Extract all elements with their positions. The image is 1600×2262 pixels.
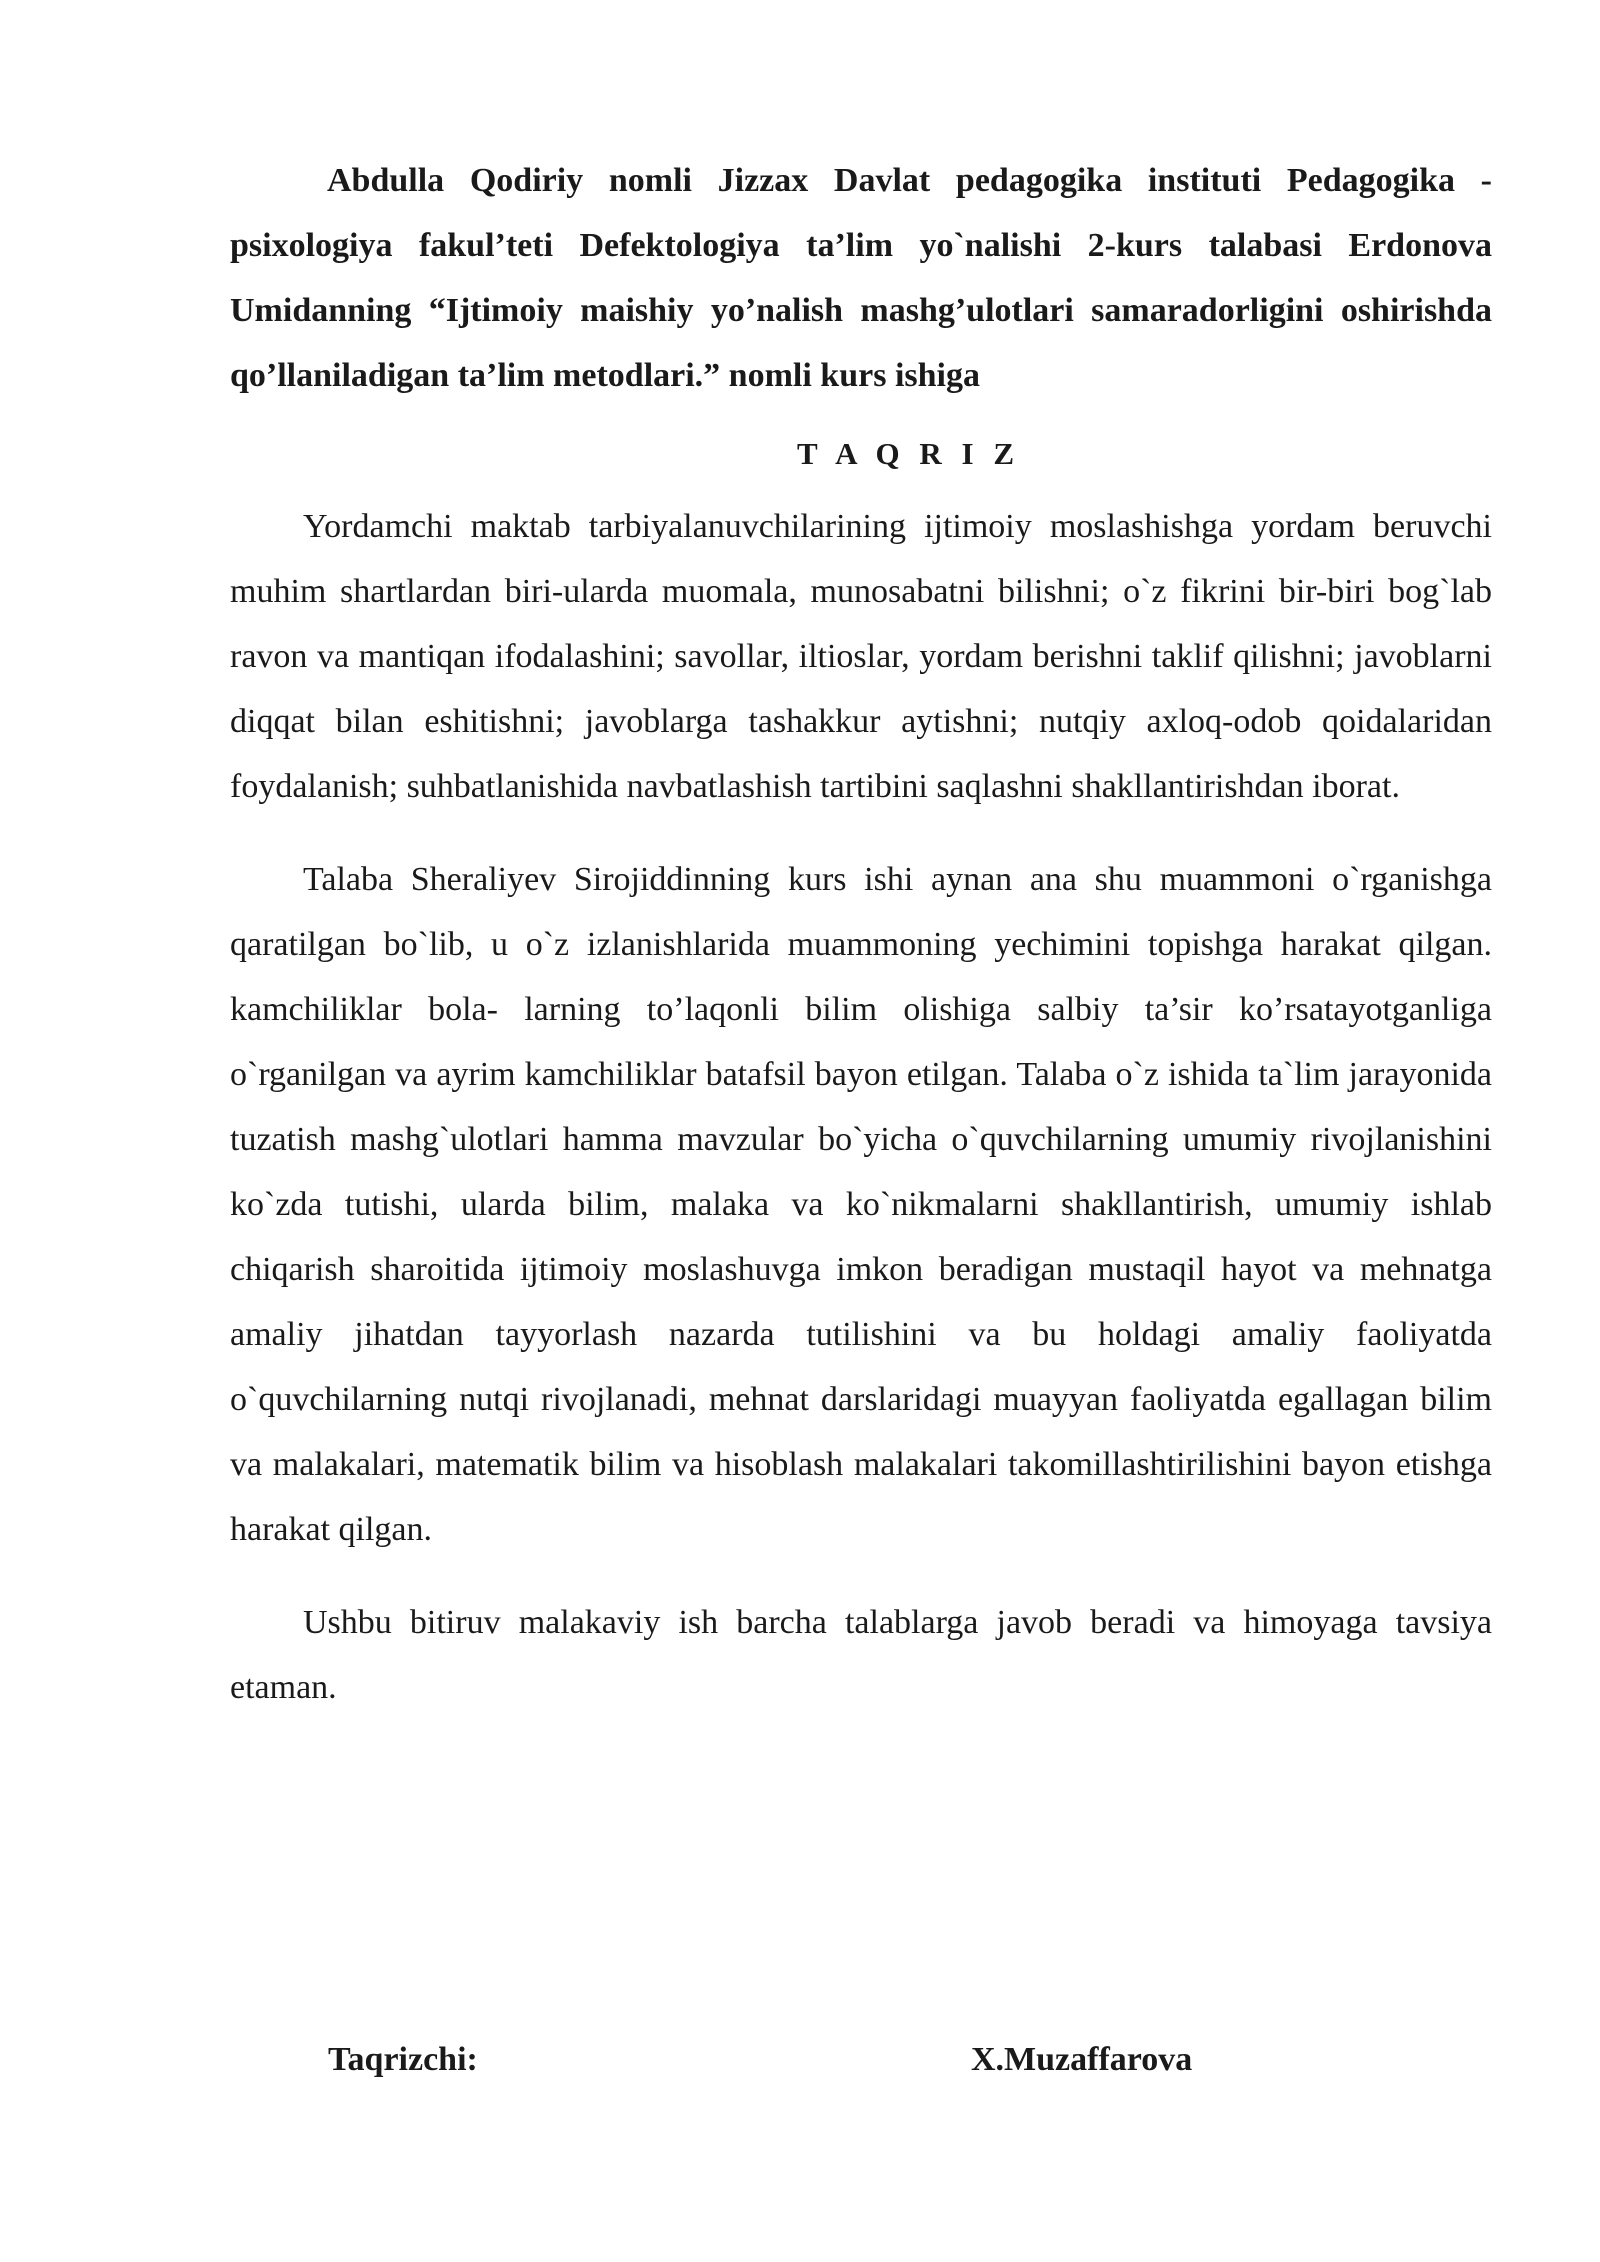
- review-paragraph-3: Ushbu bitiruv malakaviy ish barcha talablarga javob beradi va himoyaga tavsiya etaman.: [230, 1604, 1492, 1706]
- document-title: T A Q R I Z: [796, 436, 1021, 471]
- reviewer-name: X.Muzaffarova: [971, 2041, 1193, 2078]
- signature-block: [0, 2035, 1600, 2085]
- reviewer-label: Taqrizchi:: [328, 2041, 478, 2078]
- review-paragraph-1: Yordamchi maktab tarbiyalanuvchilarining ijtimoiy moslashishga yordam beruvchi muhim shartlardan biri-ularda muomala, munosabatni bilishni; o`z fikrini bir-biri bog`lab ravon va mantiqan ifodalashini; savollar, iltioslar, yordam berishni taklif qilishni; javoblarni diqqat bilan eshitishni; javoblarga tashakkur aytishni; nutqiy axloq-odob qoidalaridan foydalanish; suhbatlanishida navbatlashish tartibini saqlashni shakllantirishdan iborat.: [230, 508, 1492, 805]
- document-header: Abdulla Qodiriy nomli Jizzax Davlat pedagogika instituti Pedagogika - psixologiya fakul’teti Defektologiya ta’lim yo`nalishi 2-kurs talabasi Erdonova Umidanning “Ijtimoiy maishiy yo’nalish mashg’ulotlari samaradorligini oshirishda qo’llaniladigan ta’lim metodlari.” nomli kurs ishiga: [230, 162, 1492, 394]
- review-paragraph-2: Talaba Sheraliyev Sirojiddinning kurs ishi aynan ana shu muammoni o`rganishga qaratilgan bo`lib, u o`z izlanishlarida muammoning yechimini topishga harakat qilgan. kamchiliklar bola- larning to’laqonli bilim olishiga salbiy ta’sir ko’rsatayotganliga o`rganilgan va ayrim kamchiliklar batafsil bayon etilgan. Talaba o`z ishida ta`lim jarayonida tuzatish mashg`ulotlari hamma mavzular bo`yicha o`quvchilarning umumiy rivojlanishini ko`zda tutishi, ularda bilim, malaka va ko`nikmalarni shakllantirish, umumiy ishlab chiqarish sharoitida ijtimoiy moslashuvga imkon beradigan mustaqil hayot va mehnatga amaliy jihatdan tayyorlash nazarda tutilishini va bu holdagi amaliy faoliyatda o`quvchilarning nutqi rivojlanadi, mehnat darslaridagi muayyan faoliyatda egallagan bilim va malakalari, matematik bilim va hisoblash malakalari takomillashtirilishini bayon etishga harakat qilgan.: [230, 861, 1492, 1548]
- document-page: [230, 148, 1492, 1720]
